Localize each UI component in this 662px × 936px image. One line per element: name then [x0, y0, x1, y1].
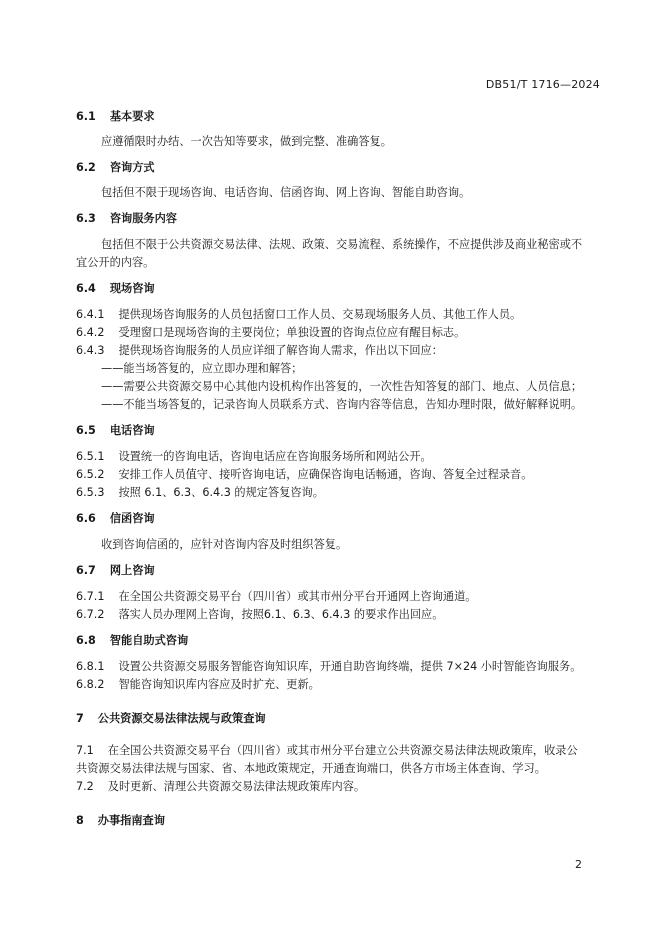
clause-item: [76, 590, 476, 604]
dash-list-item: [101, 398, 582, 412]
clause-number: 6.7.2: [76, 608, 105, 621]
clause-item: [76, 744, 578, 758]
clause-number: 6.7: [76, 564, 96, 577]
line-text: 智能咨询知识库内容应及时扩充、更新。: [118, 678, 320, 691]
document-id-header: DB51/T 1716—2024: [485, 78, 600, 91]
line-text: 受理窗口是现场咨询的主要岗位；单独设置的咨询点位应有醒目标志。: [118, 326, 466, 339]
line-text: ——需要公共资源交易中心其他内设机构作出答复的，一次性告知答复的部门、地点、人员信息；: [101, 380, 583, 393]
clause-number: 6.4: [76, 282, 96, 295]
dash-list-item: [101, 362, 302, 376]
clause-number: 6.4.1: [76, 308, 105, 321]
clause-number: 6.4.2: [76, 326, 105, 339]
clause-number: 8: [76, 814, 84, 827]
line-text: 设置公共资源交易服务智能咨询知识库，开通自助咨询终端，提供 7×24 小时智能咨询服务。: [118, 660, 582, 673]
clause-item: [76, 468, 532, 482]
clause-number: 7.1: [76, 744, 94, 757]
clause-item: [76, 344, 443, 358]
section-heading: [76, 212, 177, 226]
line-text: 安排工作人员值守、接听咨询电话，应确保咨询电话畅通，咨询、答复全过程录音。: [118, 468, 533, 481]
clause-item: [76, 450, 432, 464]
clause-number: 6.8: [76, 634, 96, 647]
line-text: 基本要求: [109, 110, 155, 123]
line-text: 共资源交易法律法规与国家、省、本地政策规定，开通查询端口，供各方市场主体查询、学习。: [76, 762, 546, 775]
line-text: 及时更新、清理公共资源交易法律法规政策库内容。: [107, 780, 366, 793]
line-text: 电话咨询: [109, 424, 155, 437]
paragraph: [101, 135, 392, 149]
dash-list-item: [101, 380, 582, 394]
section-heading: [76, 564, 155, 578]
paragraph: [101, 238, 582, 252]
clause-item: [76, 678, 320, 692]
line-text: 办事指南查询: [97, 814, 165, 827]
section-heading: [76, 814, 165, 828]
clause-item: [76, 608, 443, 622]
clause-number: 6.7.1: [76, 590, 105, 603]
section-heading: [76, 512, 155, 526]
line-text: 公共资源交易法律法规与政策查询: [97, 712, 266, 725]
line-text: 提供现场咨询服务的人员应详细了解咨询人需求，作出以下回应：: [118, 344, 443, 357]
line-text: 按照 6.1、6.3、6.4.3 的规定答复咨询。: [118, 486, 324, 499]
section-heading: [76, 712, 266, 726]
clause-number: 6.6: [76, 512, 96, 525]
line-text: ——能当场答复的，应立即办理和解答；: [101, 362, 303, 375]
clause-number: 7.2: [76, 780, 94, 793]
clause-item: [76, 780, 365, 794]
clause-item: [76, 486, 324, 500]
line-text: 信函咨询: [109, 512, 155, 525]
line-text: 在全国公共资源交易平台（四川省）或其市州分平台开通网上咨询通道。: [118, 590, 477, 603]
paragraph: [101, 186, 470, 200]
line-text: 提供现场咨询服务的人员包括窗口工作人员、交易现场服务人员、其他工作人员。: [118, 308, 522, 321]
paragraph: [101, 538, 347, 552]
clause-number: 6.5.1: [76, 450, 105, 463]
line-text: 咨询服务内容: [109, 212, 177, 225]
line-text: 收到咨询信函的，应针对咨询内容及时组织答复。: [101, 538, 348, 551]
line-text: 应遵循限时办结、一次告知等要求，做到完整、准确答复。: [101, 135, 392, 148]
line-text: 设置统一的咨询电话，咨询电话应在咨询服务场所和网站公开。: [118, 450, 432, 463]
clause-number: 6.3: [76, 212, 96, 225]
line-text: 包括但不限于现场咨询、电话咨询、信函咨询、网上咨询、智能自助咨询。: [101, 186, 471, 199]
section-heading: [76, 110, 155, 124]
clause-number: 6.4.3: [76, 344, 105, 357]
line-text: 宜公开的内容。: [76, 256, 155, 269]
clause-number: 6.2: [76, 161, 96, 174]
paragraph-continuation: [76, 762, 546, 776]
paragraph-continuation: [76, 256, 154, 270]
clause-number: 6.1: [76, 110, 96, 123]
line-text: 落实人员办理网上咨询，按照6.1、6.3、6.4.3 的要求作出回应。: [118, 608, 444, 621]
line-text: 在全国公共资源交易平台（四川省）或其市州分平台建立公共资源交易法律法规政策库，收录公: [107, 744, 578, 757]
section-heading: [76, 634, 188, 648]
clause-number: 6.8.2: [76, 678, 105, 691]
clause-number: 6.5.3: [76, 486, 105, 499]
page-number: 2: [575, 858, 582, 871]
line-text: 包括但不限于公共资源交易法律、法规、政策、交易流程、系统操作，不应提供涉及商业秘密或不: [101, 238, 583, 251]
line-text: 智能自助式咨询: [109, 634, 189, 647]
line-text: 网上咨询: [109, 564, 155, 577]
clause-number: 7: [76, 712, 84, 725]
clause-number: 6.5.2: [76, 468, 105, 481]
clause-number: 6.5: [76, 424, 96, 437]
clause-number: 6.8.1: [76, 660, 105, 673]
clause-item: [76, 660, 581, 674]
section-heading: [76, 282, 155, 296]
section-heading: [76, 424, 155, 438]
line-text: 现场咨询: [109, 282, 155, 295]
clause-item: [76, 326, 465, 340]
line-text: ——不能当场答复的，记录咨询人员联系方式、咨询内容等信息，告知办理时限，做好解释说明。: [101, 398, 583, 411]
section-heading: [76, 161, 155, 175]
clause-item: [76, 308, 521, 322]
line-text: 咨询方式: [109, 161, 155, 174]
